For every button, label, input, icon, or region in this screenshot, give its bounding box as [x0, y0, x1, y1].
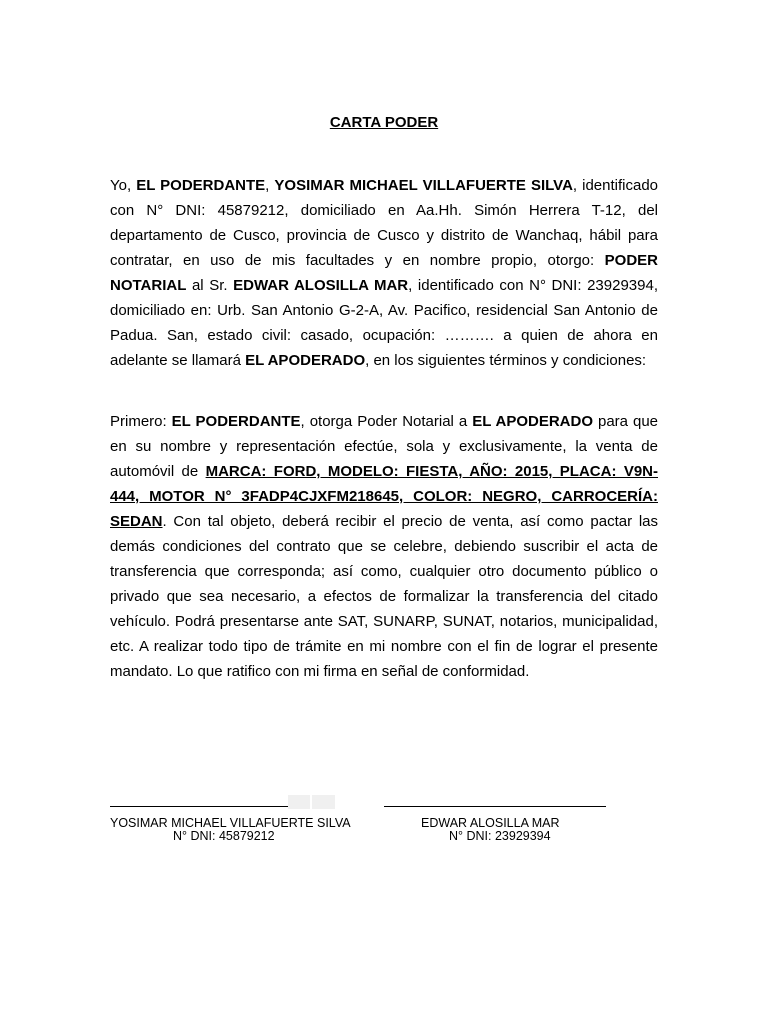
grant-paragraph	[110, 173, 658, 373]
text-run: , identificado con N° DNI: 23929394, domiciliado en: Urb. San Antonio G-2-A, Av. Pacifico, residencial San Antonio de Padua. San, estado civil: casado, ocupación: ………. a quien de ahora en adelante se llamará	[110, 277, 658, 369]
scan-artifact	[288, 795, 310, 809]
signature-line-right	[384, 806, 606, 807]
text-run: ,	[265, 177, 275, 194]
grantor-signature-name: YOSIMAR MICHAEL VILLAFUERTE SILVA	[110, 816, 351, 830]
text-run: , en los siguientes términos y condiciones:	[365, 352, 647, 369]
text-run: , identificado con N° DNI: 45879212, domiciliado en Aa.Hh. Simón Herrera T-12, del departamento de Cusco, provincia de Cusco y distrito de Wanchaq, hábil para contratar, en uso de mis facultades y en nombre propio, otorgo:	[110, 177, 659, 269]
grantor-label: EL PODERDANTE	[171, 413, 301, 430]
text-run: . Con tal objeto, deberá recibir el precio de venta, así como pactar las demás condiciones del contrato que se celebre, debiendo suscribir el acta de transferencia que corresponda; así como, cualquier otro documento público o privado que sea necesario, a efectos de formalizar la transferencia del citado vehículo. Podrá presentarse ante SAT, SUNARP, SUNAT, notarios, municipalidad, etc. A realizar todo tipo de trámite en mi nombre con el fin de lograr el presente mandato. Lo que ratifico con mi firma en señal de conformidad.	[110, 513, 658, 680]
text-run: al Sr.	[186, 277, 234, 294]
attorney-signature-dni: N° DNI: 23929394	[449, 829, 551, 843]
vehicle-details: MARCA: FORD, MODELO: FIESTA, AÑO: 2015, PLACA: V9N-444, MOTOR N° 3FADP4CJXFM218645, COLOR: NEGRO, CARROCERÍA: SEDAN	[110, 463, 658, 530]
attorney-name: EDWAR ALOSILLA MAR	[233, 277, 409, 294]
attorney-signature-name: EDWAR ALOSILLA MAR	[421, 816, 560, 830]
document-title: CARTA PODER	[329, 114, 439, 131]
scan-artifact	[312, 795, 335, 809]
text-run: Primero:	[110, 413, 172, 430]
text-run: , otorga Poder Notarial a	[300, 413, 473, 430]
power-type: PODER NOTARIAL	[110, 252, 658, 294]
text-run: Yo,	[110, 177, 137, 194]
attorney-label: EL APODERADO	[245, 352, 366, 369]
attorney-label: EL APODERADO	[472, 413, 594, 430]
grantor-label: EL PODERDANTE	[136, 177, 266, 194]
text-run: para que en su nombre y representación efectúe, sola y exclusivamente, la venta de automóvil de	[110, 413, 659, 480]
grantor-signature-dni: N° DNI: 45879212	[173, 829, 275, 843]
terms-paragraph	[110, 409, 658, 684]
signature-line-left	[110, 806, 290, 807]
grantor-name: YOSIMAR MICHAEL VILLAFUERTE SILVA	[274, 177, 573, 194]
